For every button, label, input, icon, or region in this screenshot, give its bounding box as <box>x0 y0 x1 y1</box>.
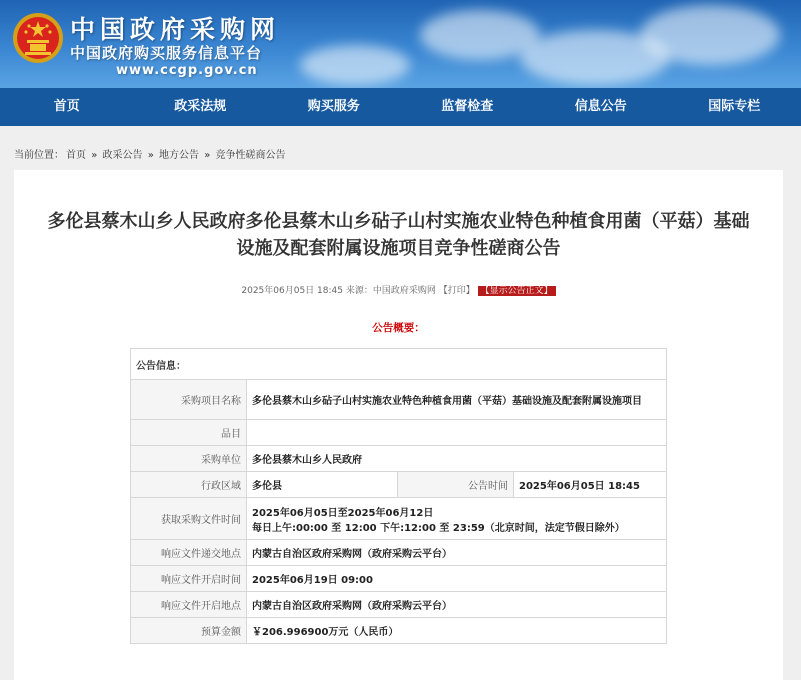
notice-panel <box>14 170 783 680</box>
row-label: 采购单位 <box>131 446 247 472</box>
nav-regulations[interactable]: 政采法规 <box>134 88 268 126</box>
summary-label: 公告概要： <box>14 320 783 335</box>
nav-home[interactable]: 首页 <box>0 88 134 126</box>
doc-time-range: 2025年06月05日至2025年06月12日 <box>252 504 661 519</box>
notice-title: 多伦县蔡木山乡人民政府多伦县蔡木山乡砧子山村实施农业特色种植食用菌（平菇）基础设施及配套附属设施项目竞争性磋商公告 <box>40 208 757 262</box>
header-cloud <box>300 45 410 85</box>
row-value-submit-place: 内蒙古自治区政府采购网（政府采购云平台） <box>247 540 667 566</box>
row-label: 获取采购文件时间 <box>131 498 247 540</box>
show-full-text-button[interactable]: 【显示公告正文】 <box>478 286 556 296</box>
main-nav <box>0 88 801 126</box>
row-value-region: 多伦县 <box>247 472 398 498</box>
row-value-project-name: 多伦县蔡木山乡砧子山村实施农业特色种植食用菌（平菇）基础设施及配套附属设施项目 <box>247 380 667 420</box>
row-value-category <box>247 420 667 446</box>
breadcrumb-prefix: 当前位置： <box>14 150 64 161</box>
row-label: 采购项目名称 <box>131 380 247 420</box>
site-url: www.ccgp.gov.cn <box>116 63 258 78</box>
breadcrumb <box>14 146 288 161</box>
breadcrumb-procurement-notices[interactable]: 政采公告 <box>103 150 143 161</box>
national-emblem-icon <box>12 12 64 64</box>
row-label: 预算金额 <box>131 618 247 644</box>
site-title: 中国政府采购网 <box>70 10 280 46</box>
nav-international[interactable]: 国际专栏 <box>668 88 801 126</box>
row-label: 响应文件递交地点 <box>131 540 247 566</box>
breadcrumb-sep: » <box>91 150 97 161</box>
row-label: 品目 <box>131 420 247 446</box>
nav-announcements[interactable]: 信息公告 <box>534 88 668 126</box>
notice-info-table <box>130 348 667 644</box>
row-value-budget: ￥206.996900万元（人民币） <box>247 618 667 644</box>
site-subtitle: 中国政府购买服务信息平台 <box>70 42 262 63</box>
row-label: 行政区域 <box>131 472 247 498</box>
breadcrumb-consultation-notices[interactable]: 竞争性磋商公告 <box>216 150 286 161</box>
doc-time-hours: 每日上午:00:00 至 12:00 下午:12:00 至 23:59（北京时间，法定节假日除外） <box>252 519 661 534</box>
nav-purchase-services[interactable]: 购买服务 <box>267 88 401 126</box>
breadcrumb-sep: » <box>148 150 154 161</box>
breadcrumb-local-notices[interactable]: 地方公告 <box>159 150 199 161</box>
row-value-doc-time <box>247 498 667 540</box>
row-label: 响应文件开启时间 <box>131 566 247 592</box>
row-label: 响应文件开启地点 <box>131 592 247 618</box>
row-value-open-time: 2025年06月19日 09:00 <box>247 566 667 592</box>
notice-meta <box>14 283 783 296</box>
header-cloud <box>640 5 780 65</box>
nav-supervision[interactable]: 监督检查 <box>401 88 535 126</box>
breadcrumb-sep: » <box>204 150 210 161</box>
site-header <box>0 0 801 88</box>
row-value-publish-time: 2025年06月05日 18:45 <box>514 472 667 498</box>
table-section-label: 公告信息： <box>131 349 667 380</box>
row-value-open-place: 内蒙古自治区政府采购网（政府采购云平台） <box>247 592 667 618</box>
notice-meta-text: 2025年06月05日 18:45 来源：中国政府采购网 【打印】 <box>241 286 474 296</box>
row-value-purchaser: 多伦县蔡木山乡人民政府 <box>247 446 667 472</box>
row-label: 公告时间 <box>398 472 514 498</box>
breadcrumb-home[interactable]: 首页 <box>66 150 86 161</box>
